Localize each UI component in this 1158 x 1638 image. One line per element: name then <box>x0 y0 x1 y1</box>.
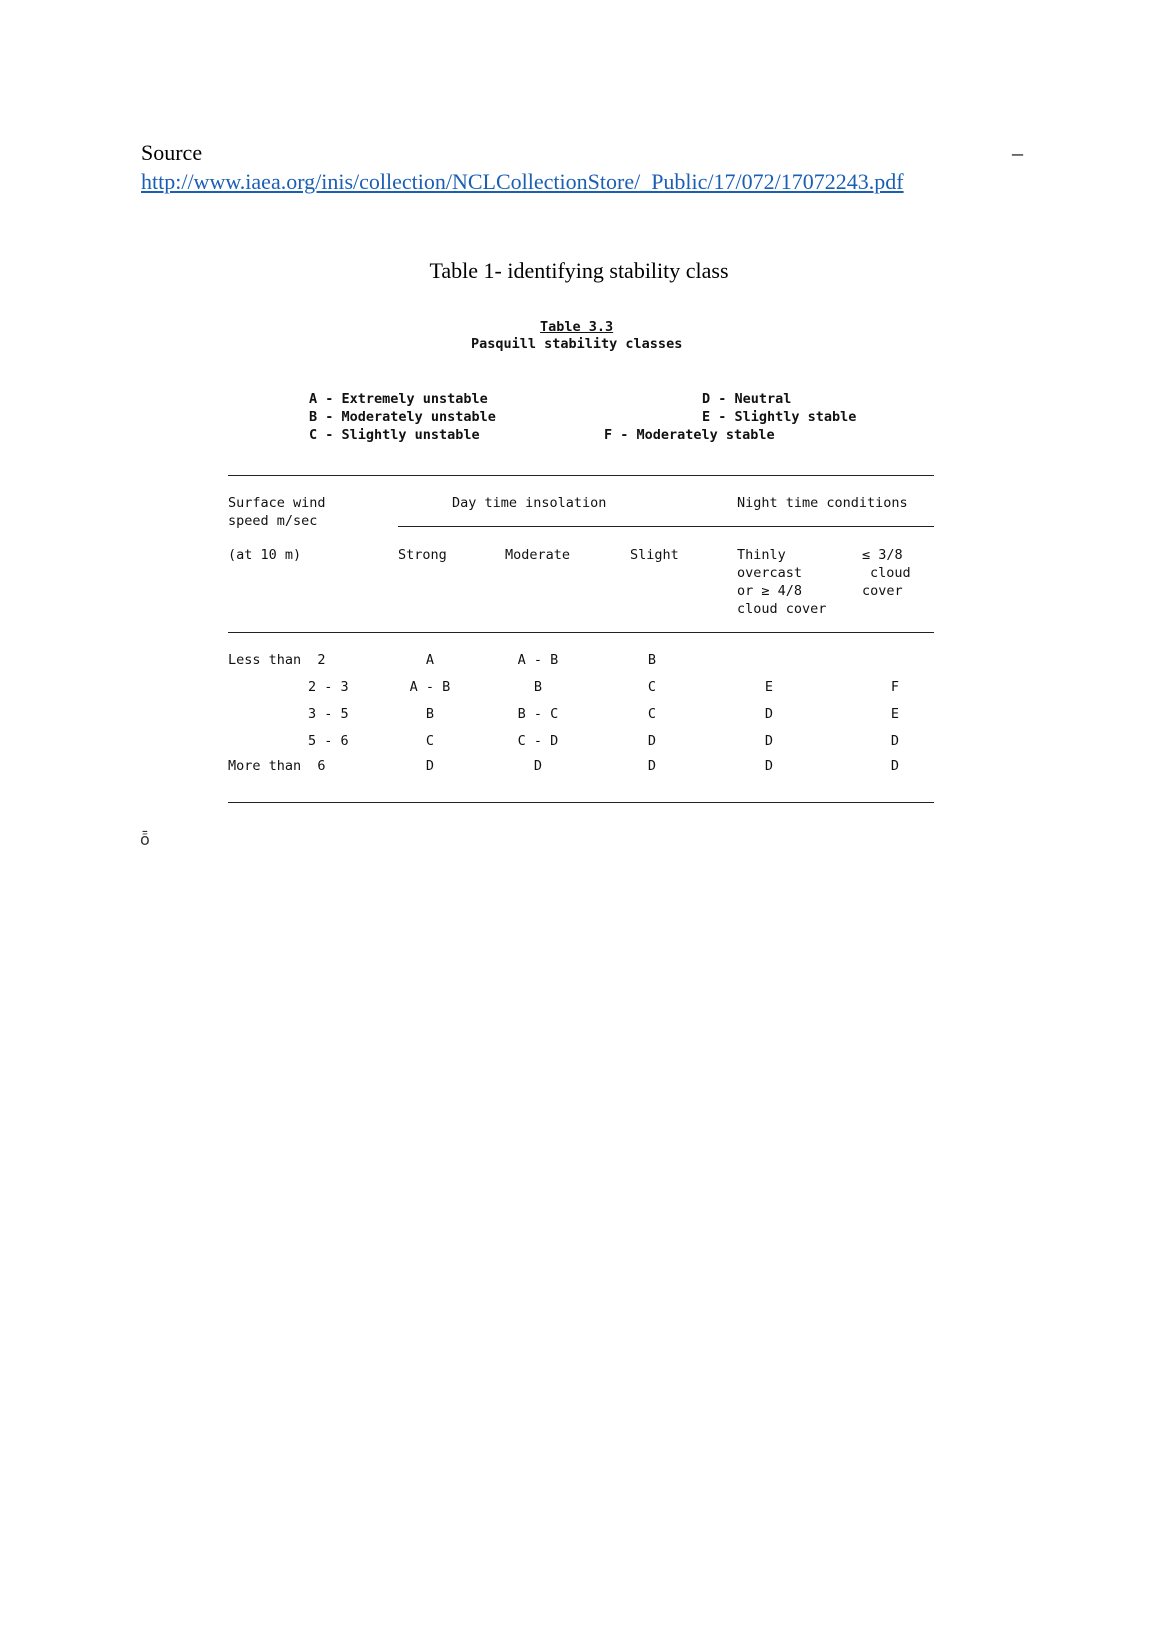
row-3-strong: B <box>425 706 435 722</box>
header-thin-1: Thinly <box>737 547 786 563</box>
legend-f: F - Moderately stable <box>604 427 775 443</box>
row-2-cloud: F <box>890 679 900 695</box>
header-day-group: Day time insolation <box>452 495 607 511</box>
row-3-wind: 3 - 5 <box>308 706 349 722</box>
header-wind-2: speed m/sec <box>228 513 318 529</box>
row-3-moderate: B - C <box>517 706 559 722</box>
header-rule <box>228 632 934 633</box>
row-5-thin: D <box>764 758 774 774</box>
source-label: Source <box>141 140 203 165</box>
row-5-strong: D <box>425 758 435 774</box>
source-link[interactable]: http://www.iaea.org/inis/collection/NCLCollectionStore/_Public/17/072/17072243.pdf <box>141 169 904 194</box>
row-4-strong: C <box>425 733 435 749</box>
row-2-slight: C <box>647 679 657 695</box>
header-moderate: Moderate <box>505 547 571 563</box>
row-2-moderate: B <box>533 679 543 695</box>
legend-b: B - Moderately unstable <box>309 409 496 425</box>
header-night-group: Night time conditions <box>737 495 908 511</box>
row-4-moderate: C - D <box>517 733 559 749</box>
row-4-slight: D <box>647 733 657 749</box>
legend-a: A - Extremely unstable <box>309 391 488 407</box>
row-1-wind: Less than 2 <box>228 652 326 668</box>
header-thin-4: cloud cover <box>737 601 827 617</box>
row-4-wind: 5 - 6 <box>308 733 349 749</box>
row-1-strong: A <box>425 652 435 668</box>
table-number: Table 3.3 <box>540 319 614 335</box>
row-2-thin: E <box>764 679 774 695</box>
table-title: Pasquill stability classes <box>471 336 683 352</box>
header-cloud-1: ≤ 3/8 <box>862 547 903 563</box>
row-5-slight: D <box>647 758 657 774</box>
source-dash: – <box>1012 140 1023 165</box>
row-4-cloud: D <box>890 733 900 749</box>
row-5-cloud: D <box>890 758 900 774</box>
legend-d: D - Neutral <box>702 391 792 407</box>
header-slight: Slight <box>630 547 679 563</box>
header-cloud-2: cloud <box>870 565 911 581</box>
row-3-cloud: E <box>890 706 900 722</box>
row-5-wind: More than 6 <box>228 758 326 774</box>
header-thin-2: overcast <box>737 565 803 581</box>
legend-e: E - Slightly stable <box>702 409 857 425</box>
row-1-moderate: A - B <box>517 652 559 668</box>
row-5-moderate: D <box>533 758 543 774</box>
row-1-slight: B <box>647 652 657 668</box>
top-rule <box>228 475 934 476</box>
row-2-strong: A - B <box>409 679 451 695</box>
group-rule <box>398 526 934 527</box>
row-4-thin: D <box>764 733 774 749</box>
header-strong: Strong <box>398 547 447 563</box>
header-thin-3: or ≥ 4/8 <box>737 583 803 599</box>
header-cloud-3: cover <box>862 583 903 599</box>
header-wind-3: (at 10 m) <box>228 547 302 563</box>
bottom-rule <box>228 802 934 803</box>
header-wind-1: Surface wind <box>228 495 326 511</box>
row-3-thin: D <box>764 706 774 722</box>
paragraph-mark: ȭ <box>140 830 150 849</box>
row-3-slight: C <box>647 706 657 722</box>
legend-c: C - Slightly unstable <box>309 427 480 443</box>
table-caption: Table 1- identifying stability class <box>429 258 729 283</box>
row-2-wind: 2 - 3 <box>308 679 349 695</box>
